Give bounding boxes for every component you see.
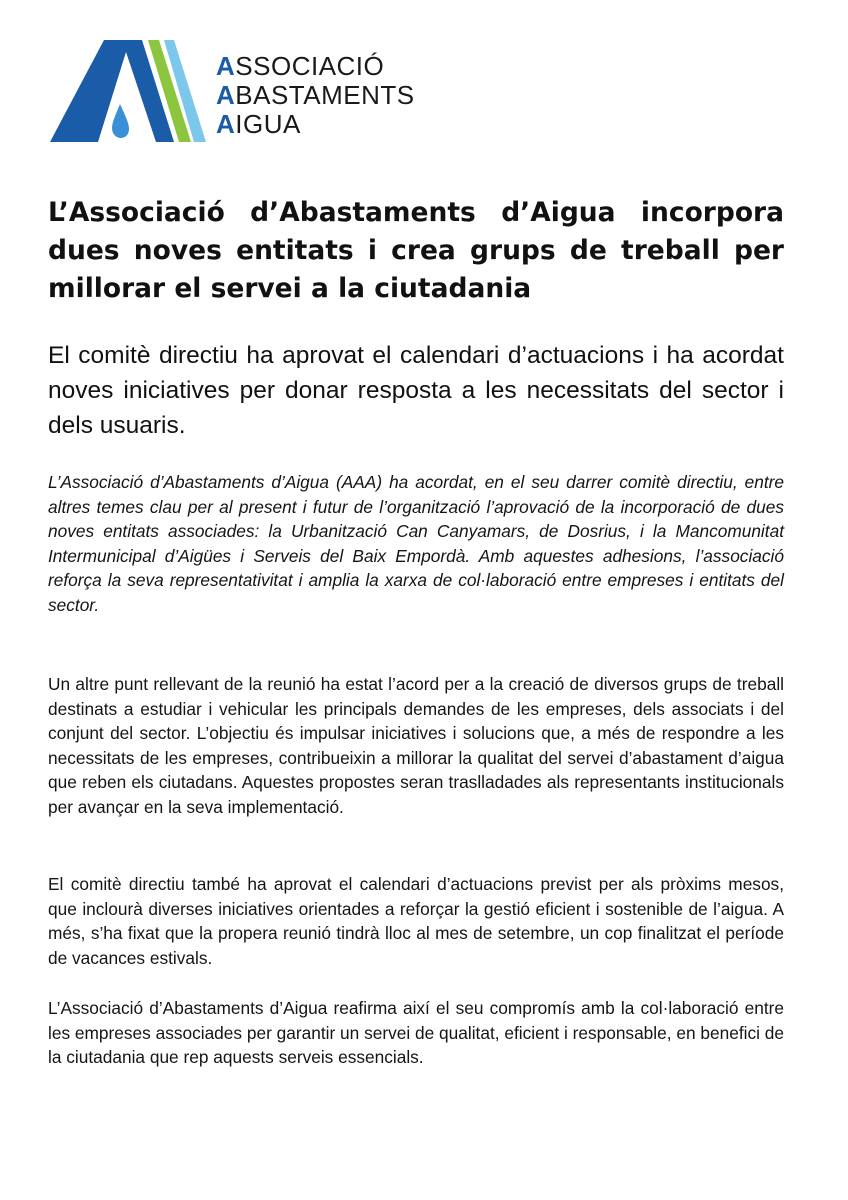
body-paragraph-calendar: El comitè directiu també ha aprovat el calendari d’actuacions previst per als pròxims mesos, que inclourà diverses iniciatives orientades a reforçar la gestió eficient i sostenible de l’aigua. A més, s’ha fixat que la propera reunió tindrà lloc al mes de setembre, un cop finalitzat el període de vacances estivals.: [48, 874, 784, 968]
logo-line-3: AIGUA: [216, 109, 301, 139]
logo-line-1: ASSOCIACIÓ: [216, 51, 385, 81]
press-release-headline: L’Associació d’Abastaments d’Aigua incorpora dues noves entitats i crea grups de treball per millorar el servei a la ciutadania: [48, 197, 784, 304]
press-release-subheadline: El comitè directiu ha aprovat el calendari d’actuacions i ha acordat noves iniciatives per donar resposta a les necessitats del sector i dels usuaris.: [48, 342, 784, 439]
logo-wordmark: [216, 52, 415, 139]
logo-line-2: ABASTAMENTS: [216, 80, 415, 110]
body-paragraph-working-groups: Un altre punt rellevant de la reunió ha estat l’acord per a la creació de diversos grups de treball destinats a estudiar i vehicular les principals demandes de les empreses, dels associats i del conjunt del sector. L’objectiu és impulsar iniciatives i solucions que, a més de respondre a les necessitats de les empreses, contribueixin a millorar la qualitat del servei d’abastament d’aigua que reben els ciutadans. Aquestes propostes seran traslladades als representants institucionals per avançar en la seva implementació.: [48, 674, 784, 817]
body-paragraph-commitment: L’Associació d’Abastaments d’Aigua reafirma així el seu compromís amb la col·laboració entre les empreses associades per garantir un servei de qualitat, eficient i responsable, en benefici de la ciutadania que rep aquests serveis essencials.: [48, 998, 784, 1067]
water-drop-mountain-logo-icon: [46, 38, 206, 146]
association-logo: [46, 38, 426, 146]
body-paragraph-lead: L’Associació d’Abastaments d’Aigua (AAA) ha acordat, en el seu darrer comitè directiu, entre altres temes clau per al present i futur de l’organització l’aprovació de la incorporació de dues noves entitats associades: la Urbanització Can Canyamars, de Dosrius, i la Mancomunitat Intermunicipal d’Aigües i Serveis del Baix Empordà. Amb aquestes adhesions, l’associació reforça la seva representativitat i amplia la xarxa de col·laboració entre empreses i entitats del sector.: [48, 472, 784, 615]
